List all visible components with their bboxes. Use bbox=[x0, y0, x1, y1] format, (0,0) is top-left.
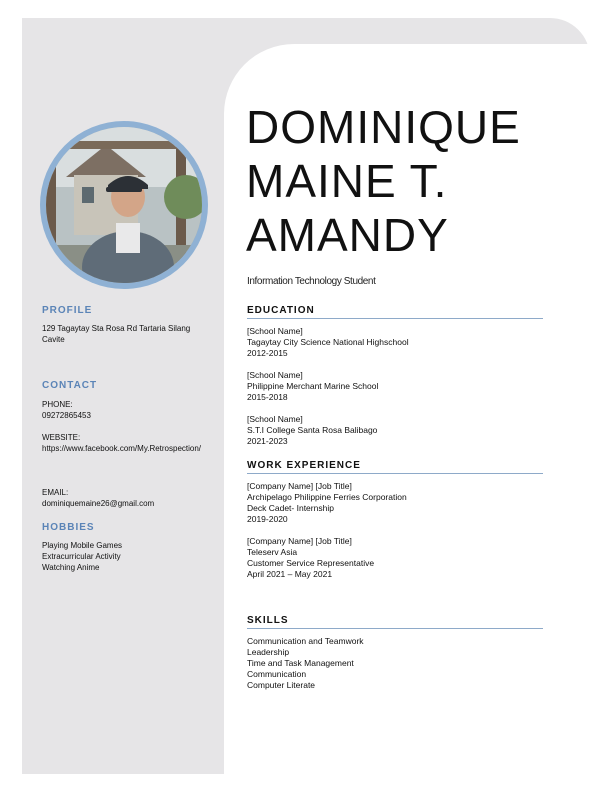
phone-value: 09272865453 bbox=[42, 411, 91, 420]
entry-years: April 2021 – May 2021 bbox=[247, 569, 333, 579]
entry-label: [Company Name] [Job Title] bbox=[247, 536, 352, 546]
phone-label: PHONE: bbox=[42, 400, 73, 409]
entry-label: [School Name] bbox=[247, 370, 303, 380]
education-entry bbox=[247, 414, 377, 447]
skills-list bbox=[247, 636, 364, 691]
work-heading: WORK EXPERIENCE bbox=[247, 460, 361, 471]
entry-years: 2015-2018 bbox=[247, 392, 288, 402]
contact-heading: CONTACT bbox=[42, 380, 98, 391]
skills-rule bbox=[247, 628, 543, 629]
entry-label: [School Name] bbox=[247, 414, 303, 424]
profile-heading: PROFILE bbox=[42, 305, 93, 316]
profile-address: 129 Tagaytay Sta Rosa Rd Tartaria Silang Cavite bbox=[42, 324, 191, 344]
entry-school: Philippine Merchant Marine School bbox=[247, 381, 379, 391]
entry-company: Teleserv Asia bbox=[247, 547, 298, 557]
education-entry bbox=[247, 326, 409, 359]
name-line: MAINE T. bbox=[246, 155, 448, 207]
website-label: WEBSITE: bbox=[42, 433, 81, 442]
sidebar-bottom-background bbox=[22, 700, 228, 774]
hobby-item: Extracurricular Activity bbox=[42, 552, 121, 561]
entry-years: 2012-2015 bbox=[247, 348, 288, 358]
email-label: EMAIL: bbox=[42, 488, 69, 497]
skill-item: Communication and Teamwork bbox=[247, 636, 364, 646]
entry-role: Deck Cadet- Internship bbox=[247, 503, 334, 513]
entry-company: Archipelago Philippine Ferries Corporation bbox=[247, 492, 407, 502]
work-entry bbox=[247, 481, 407, 525]
education-heading: EDUCATION bbox=[247, 305, 315, 316]
skill-item: Time and Task Management bbox=[247, 658, 354, 668]
work-entry bbox=[247, 536, 374, 580]
hobbies-heading: HOBBIES bbox=[42, 522, 95, 533]
education-rule bbox=[247, 318, 543, 319]
email-link[interactable]: dominiquemaine26@gmail.com bbox=[42, 499, 155, 508]
entry-label: [School Name] bbox=[247, 326, 303, 336]
hobby-item: Playing Mobile Games bbox=[42, 541, 123, 550]
skill-item: Computer Literate bbox=[247, 680, 316, 690]
profile-photo-illustration bbox=[46, 127, 202, 283]
job-subtitle: Information Technology Student bbox=[247, 276, 376, 287]
hobby-item: Watching Anime bbox=[42, 563, 100, 572]
profile-photo bbox=[46, 127, 202, 283]
skill-item: Leadership bbox=[247, 647, 290, 657]
entry-school: S.T.I College Santa Rosa Balibago bbox=[247, 425, 378, 435]
education-entry bbox=[247, 370, 378, 403]
candidate-name bbox=[246, 100, 521, 262]
entry-label: [Company Name] [Job Title] bbox=[247, 481, 352, 491]
website-link[interactable]: https://www.facebook.com/My.Retrospection/ bbox=[42, 444, 202, 453]
skill-item: Communication bbox=[247, 669, 307, 679]
work-rule bbox=[247, 473, 543, 474]
skills-heading: SKILLS bbox=[247, 615, 289, 626]
entry-years: 2019-2020 bbox=[247, 514, 288, 524]
entry-role: Customer Service Representative bbox=[247, 558, 375, 568]
entry-school: Tagaytay City Science National Highschool bbox=[247, 337, 409, 347]
name-line: AMANDY bbox=[246, 209, 449, 261]
name-line: DOMINIQUE bbox=[246, 101, 521, 153]
entry-years: 2021-2023 bbox=[247, 436, 288, 446]
